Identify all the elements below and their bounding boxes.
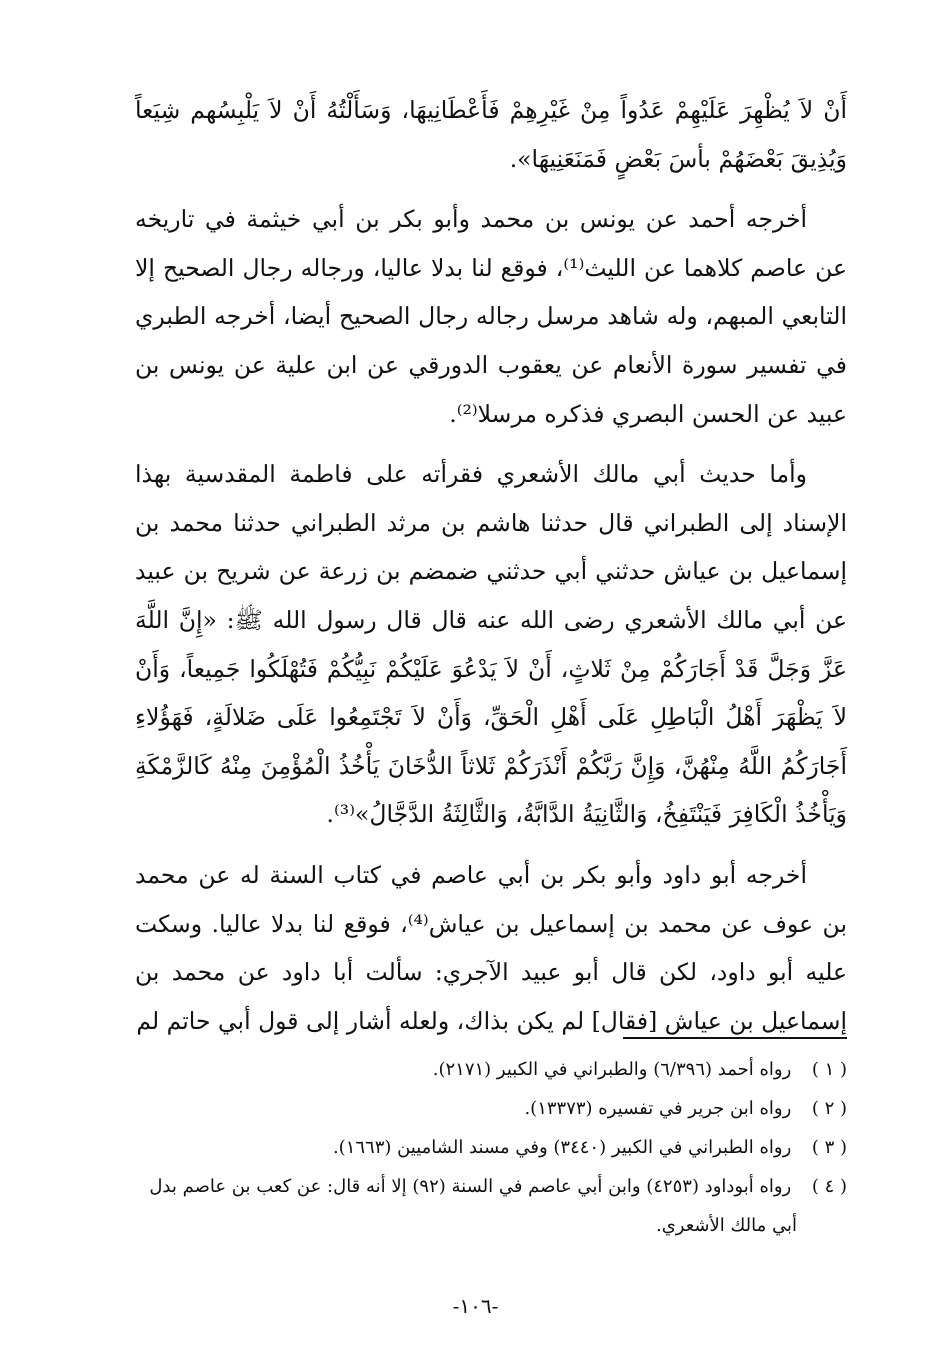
footnote-number: ( ٤ ) — [811, 1176, 847, 1197]
footnote-text: رواه ابن جرير في تفسيره (١٣٣٧٣). — [524, 1098, 792, 1119]
footnote-number: ( ١ ) — [811, 1059, 847, 1080]
footnote-text: رواه أحمد (٦/٣٩٦) والطبراني في الكبير (٢١٧١). — [432, 1059, 792, 1080]
footnote-4 — [135, 1167, 847, 1245]
paragraph-hadith-ending: أَنْ لاَ يُظْهِرَ عَلَيْهِمْ عَدُواً مِنْ غَيْرِهِمْ فَأَعْطَانِيهَا، وَسَأَلْتُهُ أَنْ لاَ يَلْبِسُهم شِيَعاً وَيُذِيقَ بَعْضَهُمْ بأسَ بَعْضٍ فَمَنَعَنِيهَا». — [135, 96, 847, 173]
footnote-3 — [135, 1128, 847, 1167]
footnote-text: رواه الطبراني في الكبير (٣٤٤٠) وفي مسند الشاميين (١٦٦٣). — [332, 1137, 792, 1158]
paragraph-takhrij-abu-dawud: أخرجه أبو داود وأبو بكر بن أبي عاصم في كتاب السنة له عن محمد بن عوف عن محمد بن إسماعيل بن عياش⁽⁴⁾، فوقع لنا بدلا عاليا. وسكت عليه أبو داود، لكن قال أبو عبيد الآجري: سألت أبا داود عن محمد بن إسماعيل بن عياش [فقال] لم يكن بذاك، ولعله أشار إلى قول أبي حاتم لم — [135, 860, 847, 1035]
page-number: -١٠٦- — [452, 1294, 499, 1318]
footnote-1 — [135, 1050, 847, 1089]
footnote-divider — [623, 1037, 847, 1039]
footnotes — [135, 1050, 847, 1245]
paragraph-takhrij-ahmad: أخرجه أحمد عن يونس بن محمد وأبو بكر بن أبي خيثمة في تاريخه عن عاصم كلاهما عن الليث⁽¹⁾، فوقع لنا بدلا عاليا، ورجاله رجال الصحيح إلا التابعي المبهم، وله شاهد مرسل رجاله رجال الصحيح أيضا، أخرجه الطبري في تفسير سورة الأنعام عن يعقوب الدورقي عن ابن علية عن يونس بن عبيد عن الحسن البصري فذكره مرسلا⁽²⁾. — [135, 205, 847, 428]
footnote-number: ( ٢ ) — [811, 1098, 847, 1119]
footnote-number: ( ٣ ) — [811, 1137, 847, 1158]
main-text — [135, 86, 847, 1045]
paragraph-hadith-abu-malik: وأما حديث أبي مالك الأشعري فقرأته على فاطمة المقدسية بهذا الإسناد إلى الطبراني قال حدثنا هاشم بن مرثد الطبراني حدثنا محمد بن إسماعيل بن عياش حدثني أبي حدثني ضمضم بن زرعة عن شريح بن عبيد عن أبي مالك الأشعري رضى الله عنه قال قال رسول الله ﷺ: «إِنَّ اللَّهَ عَزَّ وَجَلَّ قَدْ أَجَارَكُمْ مِنْ ثَلاثٍ، أَنْ لاَ يَدْعُوَ عَلَيْكُمْ نَبِيُّكُمْ فَتُهْلَكُوا جَمِيعاً، وَأَنْ لاَ يَظْهَرَ أَهْلُ الْبَاطِلِ عَلَى أَهْلِ الْحَقِّ، وَأَنْ لاَ تَجْتَمِعُوا عَلَى ضَلالَةٍ، فَهَؤُلاءِ أَجَارَكُمُ اللَّهُ مِنْهُنَّ، وَإِنَّ رَبَّكُمْ أَنْذَرَكُمْ ثَلاثاً الدُّخَانَ يَأْخُذُ الْمُؤْمِنَ مِنْهُ كَالزَّمْكَةِ وَيَأْخُذُ الْكَافِرَ فَيَنْتَفِخُ، وَالثَّانِيَةُ الدَّابَّةُ، وَالثَّالِثَةُ الدَّجَّالُ»⁽³⁾. — [135, 460, 847, 829]
footnote-text: رواه أبوداود (٤٢٥٣) وابن أبي عاصم في السنة (٩٢) إلا أنه قال: عن كعب بن عاصم بدل أبي مالك الأشعري. — [149, 1176, 797, 1236]
footnote-2 — [135, 1089, 847, 1128]
